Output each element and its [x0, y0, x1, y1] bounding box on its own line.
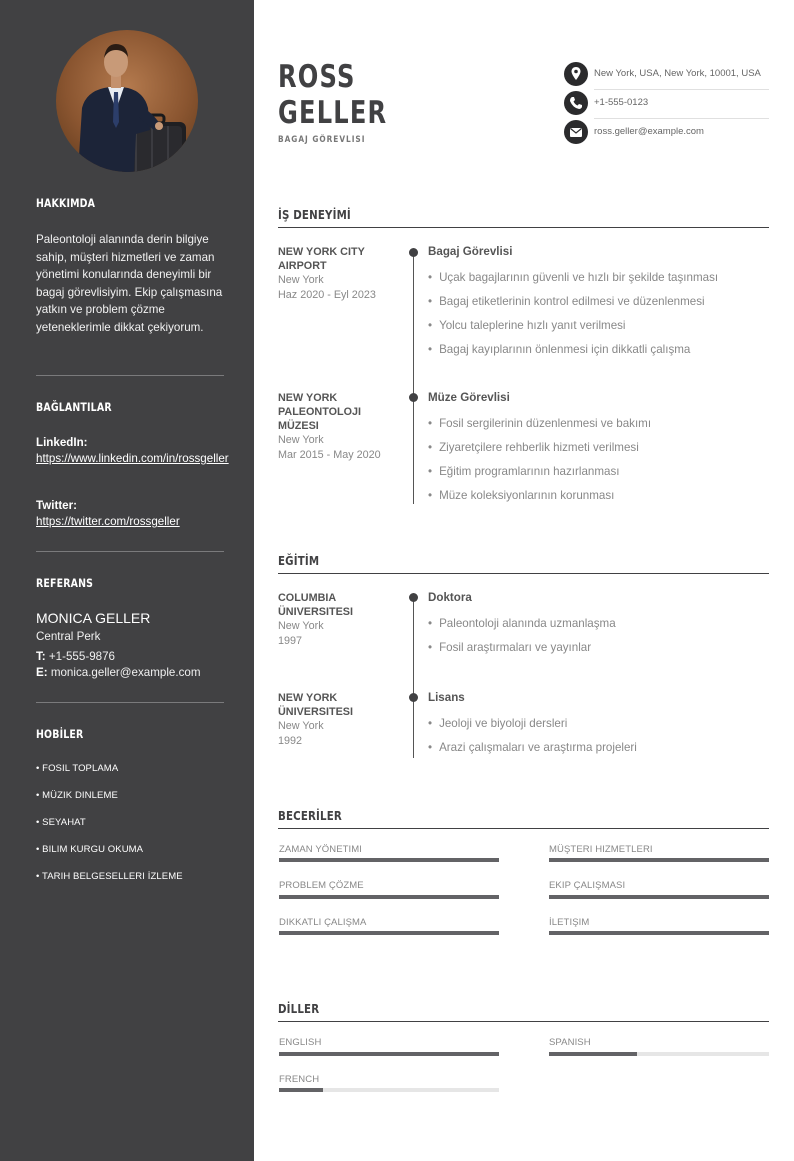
experience-bullet: • Bagaj kayıplarının önlenmesi için dikkatli çalışma — [428, 343, 690, 356]
experience-location: New York — [278, 434, 324, 446]
language-bar-fill — [279, 1088, 323, 1092]
hobby-item: • TARIH BELGESELLERI İZLEME — [36, 871, 183, 882]
profile-photo — [56, 30, 198, 172]
skill-label: EKIP ÇALIŞMASI — [549, 880, 626, 891]
experience-role: Bagaj Görevlisi — [428, 245, 513, 258]
experience-bullet: • Fosil sergilerinin düzenlenmesi ve bakımı — [428, 417, 651, 430]
reference-email — [36, 666, 201, 679]
experience-org: NEW YORK PALEONTOLOJI MÜZESI — [278, 392, 361, 432]
section-rule — [278, 227, 769, 228]
language-bar — [279, 1052, 499, 1056]
location-pin-icon — [564, 62, 588, 86]
reference-company: Central Perk — [36, 630, 101, 643]
contact-address-text: New York, USA, New York, 10001, USA — [594, 68, 761, 79]
divider — [36, 551, 224, 552]
skill-bar — [549, 858, 769, 862]
experience-bullet: • Yolcu taleplerine hızlı yanıt verilmesi — [428, 319, 626, 332]
skill-bar — [279, 931, 499, 935]
education-degree: Doktora — [428, 591, 472, 604]
skill-label: PROBLEM ÇÖZME — [279, 880, 364, 891]
experience-dates: Haz 2020 - Eyl 2023 — [278, 289, 376, 301]
language-bar — [279, 1088, 499, 1092]
skill-label: MÜŞTERI HIZMETLERI — [549, 844, 653, 855]
section-rule — [278, 828, 769, 829]
linkedin-link[interactable]: https://www.linkedin.com/in/rossgeller — [36, 452, 229, 465]
skill-bar — [549, 931, 769, 935]
reference-phone — [36, 650, 115, 663]
education-location: New York — [278, 620, 324, 632]
skill-label: DIKKATLI ÇALIŞMA — [279, 917, 367, 928]
experience-location: New York — [278, 274, 324, 286]
links-heading: BAĞLANTILAR — [36, 400, 112, 414]
section-rule — [278, 573, 769, 574]
about-text: Paleontoloji alanında derin bilgiye sahip, müşteri hizmetleri ve zaman yönetimi konularında deneyimli bir bagaj görevlisiyim. Ekip çalışmasına yatkın ve problem çözme yeteneklerimle dikkat çekiyorum. — [36, 233, 223, 334]
education-degree: Lisans — [428, 691, 465, 704]
language-label: ENGLISH — [279, 1037, 322, 1048]
reference-email-value: monica.geller@example.com — [50, 666, 201, 679]
experience-dates: Mar 2015 - May 2020 — [278, 449, 381, 461]
timeline-dot — [409, 593, 418, 602]
twitter-label: Twitter: — [36, 499, 78, 512]
divider — [36, 375, 224, 376]
reference-email-label: E: — [36, 666, 48, 679]
experience-bullet: • Eğitim programlarının hazırlanması — [428, 465, 619, 478]
hobby-item: • BILIM KURGU OKUMA — [36, 844, 144, 855]
contact-email-text: ross.geller@example.com — [594, 126, 704, 137]
skill-bar-fill — [279, 931, 499, 935]
education-bullet: • Fosil araştırmaları ve yayınlar — [428, 641, 591, 654]
skill-bar — [549, 895, 769, 899]
twitter-link[interactable]: https://twitter.com/rossgeller — [36, 515, 180, 528]
skill-bar-fill — [549, 931, 769, 935]
timeline-dot — [409, 393, 418, 402]
skill-bar-fill — [279, 895, 499, 899]
skill-bar-fill — [549, 895, 769, 899]
timeline-line — [413, 252, 414, 504]
reference-heading: REFERANS — [36, 576, 94, 590]
experience-bullet: • Ziyaretçilere rehberlik hizmeti verilmesi — [428, 441, 639, 454]
education-bullet: • Arazi çalışmaları ve araştırma projeleri — [428, 741, 637, 754]
timeline-dot — [409, 693, 418, 702]
first-name: ROSS — [278, 59, 356, 95]
contact-email — [564, 118, 769, 147]
language-label: FRENCH — [279, 1074, 320, 1085]
experience-bullet: • Uçak bagajlarının güvenli ve hızlı bir şekilde taşınması — [428, 271, 718, 284]
experience-bullet: • Müze koleksiyonlarının korunması — [428, 489, 614, 502]
experience-role: Müze Görevlisi — [428, 391, 510, 404]
language-label: SPANISH — [549, 1037, 591, 1048]
education-location: New York — [278, 720, 324, 732]
envelope-icon — [564, 120, 588, 144]
languages-heading: DİLLER — [278, 1001, 320, 1016]
education-year: 1997 — [278, 635, 303, 647]
language-bar-fill — [549, 1052, 637, 1056]
education-heading: EĞİTİM — [278, 553, 320, 568]
reference-phone-value: +1-555-9876 — [48, 650, 115, 663]
experience-bullet: • Bagaj etiketlerinin kontrol edilmesi ve düzenlenmesi — [428, 295, 705, 308]
hobby-item: • FOSIL TOPLAMA — [36, 763, 119, 774]
skill-bar — [279, 895, 499, 899]
divider — [36, 702, 224, 703]
phone-icon — [564, 91, 588, 115]
job-title: BAGAJ GÖREVLISI — [278, 135, 366, 145]
reference-phone-label: T: — [36, 650, 46, 663]
skill-label: İLETIŞIM — [549, 917, 590, 928]
about-heading: HAKKIMDA — [36, 196, 96, 210]
skill-bar — [279, 858, 499, 862]
timeline-line — [413, 598, 414, 758]
timeline-dot — [409, 248, 418, 257]
section-rule — [278, 1021, 769, 1022]
sidebar — [0, 0, 254, 1161]
skills-heading: BECERİLER — [278, 808, 342, 823]
contact-phone — [564, 89, 769, 118]
experience-org: NEW YORK CITY AIRPORT — [278, 246, 365, 272]
education-year: 1992 — [278, 735, 303, 747]
contact-phone-text: +1-555-0123 — [594, 97, 649, 108]
experience-heading: İŞ DENEYİMİ — [278, 207, 351, 222]
last-name: GELLER — [278, 95, 388, 131]
education-bullet: • Jeoloji ve biyoloji dersleri — [428, 717, 567, 730]
hobby-item: • MÜZIK DINLEME — [36, 790, 118, 801]
hobbies-heading: HOBİLER — [36, 727, 84, 741]
education-org: NEW YORK ÜNIVERSITESI — [278, 692, 353, 718]
language-bar-fill — [279, 1052, 499, 1056]
contact-address — [564, 60, 769, 89]
skill-bar-fill — [279, 858, 499, 862]
education-org: COLUMBIA ÜNIVERSITESI — [278, 592, 353, 618]
linkedin-label: LinkedIn: — [36, 436, 88, 449]
skill-bar-fill — [549, 858, 769, 862]
person-illustration — [56, 30, 198, 172]
education-bullet: • Paleontoloji alanında uzmanlaşma — [428, 617, 616, 630]
skill-label: ZAMAN YÖNETIMI — [279, 844, 363, 855]
reference-name: MONICA GELLER — [36, 610, 151, 626]
language-bar — [549, 1052, 769, 1056]
hobby-item: • SEYAHAT — [36, 817, 86, 828]
